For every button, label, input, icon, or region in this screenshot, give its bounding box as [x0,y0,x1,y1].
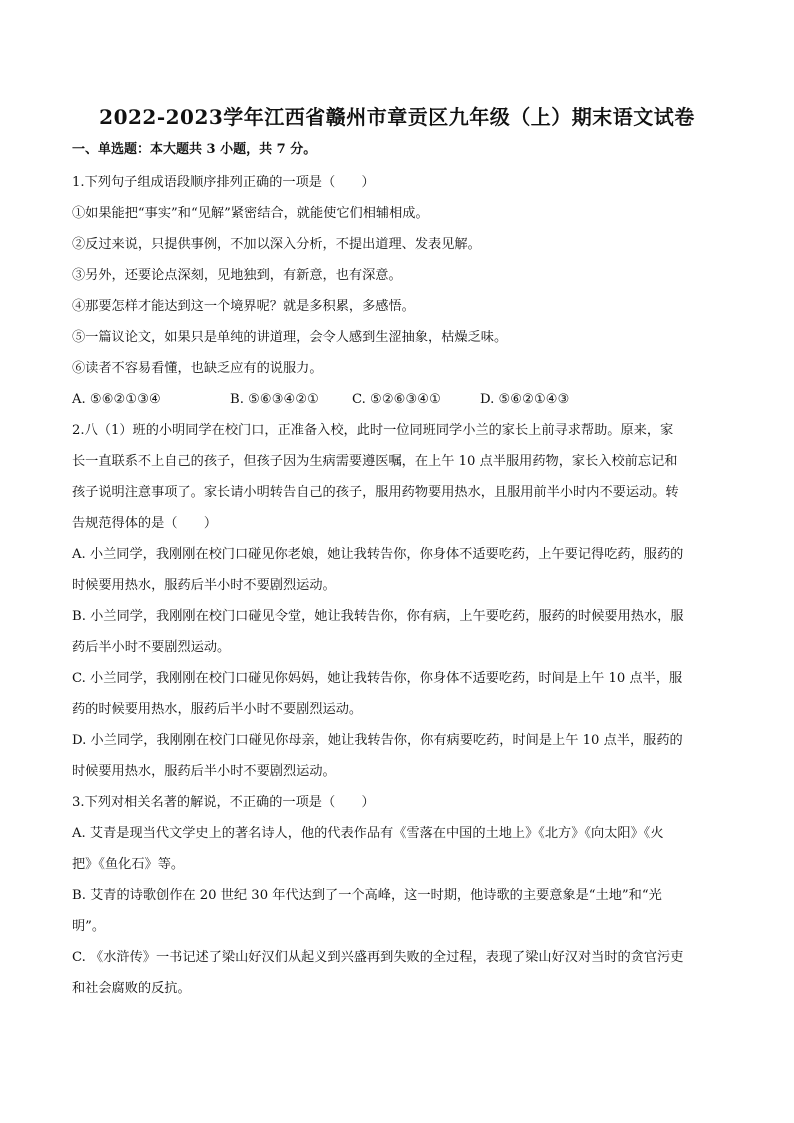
question-1-item: ③另外，还要论点深刻，见地独到，有新意，也有深意。 [72,268,402,283]
question-3-option-b: B. 艾青的诗歌创作在 20 世纪 30 年代达到了一个高峰，这一时期，他诗歌的主要意象是“土地”和“光 [72,888,662,903]
question-1-option-c: C. ⑤②⑥③④① [352,392,441,407]
question-1-item: ⑥读者不容易看懂，也缺乏应有的说服力。 [72,361,323,376]
question-1-options [72,384,722,415]
question-1-option-a: A. ⑤⑥②①③④ [72,392,161,407]
question-2-option-c-cont: 药的时候要用热水，服药后半小时不要剧烈运动。 [72,702,363,717]
question-2-stem-line: 告规范得体的是（ ） [72,516,218,531]
question-1-item: ⑤一篇议论文，如果只是单纯的讲道理，会令人感到生涩抽象，枯燥乏味。 [72,330,508,345]
exam-title: 2022-2023学年江西省赣州市章贡区九年级（上）期末语文试卷 [99,105,695,129]
question-3 [72,787,722,1004]
question-2-option-d: D. 小兰同学，我刚刚在校门口碰见你母亲，她让我转告你，你有病要吃药，时间是上午 10 点半，服药的 [72,733,683,748]
question-2-stem-line: 2.八（1）班的小明同学在校门口，正准备入校，此时一位同班同学小兰的家长上前寻求帮助。原来，家 [72,423,674,438]
question-3-option-a-cont: 把》《鱼化石》等。 [72,857,185,872]
question-1-option-d: D. ⑤⑥②①④③ [480,392,570,407]
question-1-item: ②反过来说，只提供事例，不加以深入分析，不提出道理、发表见解。 [72,237,481,252]
question-2-stem-line: 长一直联系不上自己的孩子，但孩子因为生病需要遵医嘱，在上午 10 点半服用药物，家长入校前忘记和 [72,454,678,469]
section-heading: 一、单选题：本大题共 3 小题，共 7 分。 [72,142,317,157]
question-3-option-c: C. 《水浒传》一书记述了梁山好汉们从起义到兴盛再到失败的全过程，表现了梁山好汉对当时的贪官污吏 [72,950,684,965]
question-3-option-b-cont: 明”。 [72,919,106,934]
question-2-stem-line: 孩子说明注意事项了。家长请小明转告自己的孩子，服用药物要用热水，且服用前半小时内不要运动。转 [72,485,679,500]
question-3-stem: 3.下列对相关名著的解说，不正确的一项是（ ） [72,795,375,810]
question-2 [72,415,722,787]
question-1-item: ④那要怎样才能达到这一个境界呢？就是多积累，多感悟。 [72,299,415,314]
question-3-option-a: A. 艾青是现当代文学史上的著名诗人，他的代表作品有《雪落在中国的土地上》《北方》《向太阳》《火 [72,826,664,841]
question-2-option-a-cont: 时候要用热水，服药后半小时不要剧烈运动。 [72,578,336,593]
question-1-item: ①如果能把“事实”和“见解”紧密结合，就能使它们相辅相成。 [72,206,429,221]
question-2-option-a: A. 小兰同学，我刚刚在校门口碰见你老娘，她让我转告你，你身体不适要吃药，上午要记得吃药，服药的 [72,547,684,562]
question-3-option-c-cont: 和社会腐败的反抗。 [72,981,191,996]
question-2-option-b-cont: 药后半小时不要剧烈运动。 [72,640,231,655]
question-2-option-c: C. 小兰同学，我刚刚在校门口碰见你妈妈，她让我转告你，你身体不适要吃药，时间是上午 10 点半，服 [72,671,683,686]
question-1-stem: 1.下列句子组成语段顺序排列正确的一项是（ ） [72,175,375,190]
question-2-option-d-cont: 时候要用热水，服药后半小时不要剧烈运动。 [72,764,336,779]
question-2-option-b: B. 小兰同学，我刚刚在校门口碰见令堂，她让我转告你，你有病，上午要吃药，服药的时候要用热水，服 [72,609,684,624]
question-1 [72,167,722,415]
question-1-option-b: B. ⑤⑥③④②① [230,392,320,407]
exam-page [72,100,722,1004]
